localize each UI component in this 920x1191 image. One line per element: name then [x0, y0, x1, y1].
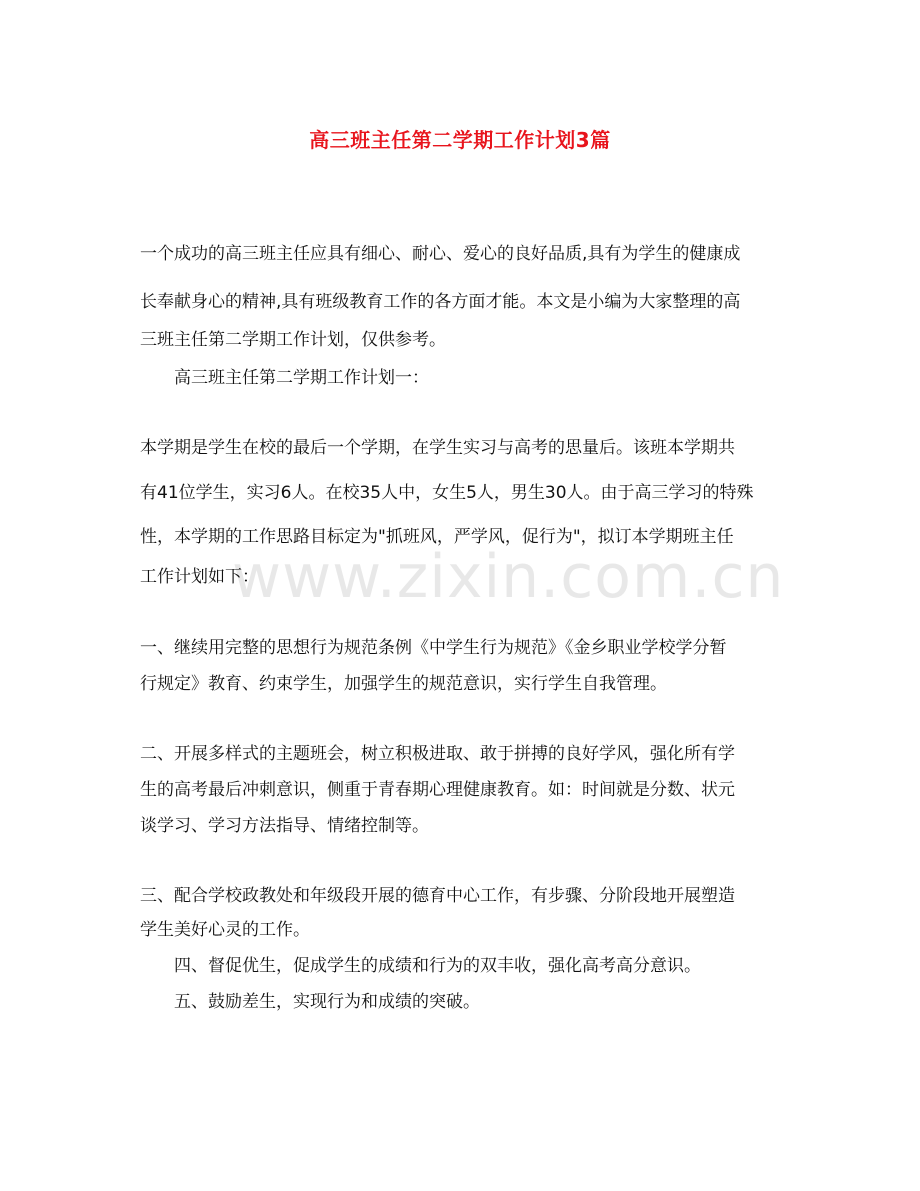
para1-line-1: 本学期是学生在校的最后一个学期，在学生实习与高考的思量后。该班本学期共 [140, 438, 735, 458]
para1-line-4: 工作计划如下： [140, 567, 259, 587]
item3-line-2: 学生美好心灵的工作。 [140, 920, 310, 940]
item5-line: 五、鼓励差生，实现行为和成绩的突破。 [174, 992, 480, 1012]
item3-line-1: 三、配合学校政教处和年级段开展的德育中心工作，有步骤、分阶段地开展塑造 [140, 886, 735, 906]
intro-line-2: 长奉献身心的精神,具有班级教育工作的各方面才能。本文是小编为大家整理的高 [140, 292, 741, 312]
para1-line-2: 有41位学生，实习6人。在校35人中，女生5人，男生30人。由于高三学习的特殊 [140, 483, 754, 503]
watermark: www.zixin.com.cn [232, 542, 785, 612]
item2-line-1: 二、开展多样式的主题班会，树立积极进取、敢于拼搏的良好学风，强化所有学 [140, 744, 735, 764]
intro-line-3: 三班主任第二学期工作计划，仅供参考。 [140, 330, 446, 350]
item2-line-3: 谈学习、学习方法指导、情绪控制等。 [140, 816, 429, 836]
item1-line-2: 行规定》教育、约束学生，加强学生的规范意识，实行学生自我管理。 [140, 674, 667, 694]
item2-line-2: 生的高考最后冲刺意识，侧重于青春期心理健康教育。如：时间就是分数、状元 [140, 780, 735, 800]
item1-line-1: 一、继续用完整的思想行为规范条例《中学生行为规范》《金乡职业学校学分暂 [140, 638, 727, 658]
intro-line-1: 一个成功的高三班主任应具有细心、耐心、爱心的良好品质,具有为学生的健康成 [140, 244, 741, 264]
item4-line: 四、督促优生，促成学生的成绩和行为的双丰收，强化高考高分意识。 [174, 956, 701, 976]
section-heading: 高三班主任第二学期工作计划一： [174, 368, 429, 388]
para1-line-3: 性，本学期的工作思路目标定为"抓班风，严学风，促行为"，拟订本学期班主任 [140, 527, 734, 547]
document-title: 高三班主任第二学期工作计划3篇 [309, 128, 611, 152]
